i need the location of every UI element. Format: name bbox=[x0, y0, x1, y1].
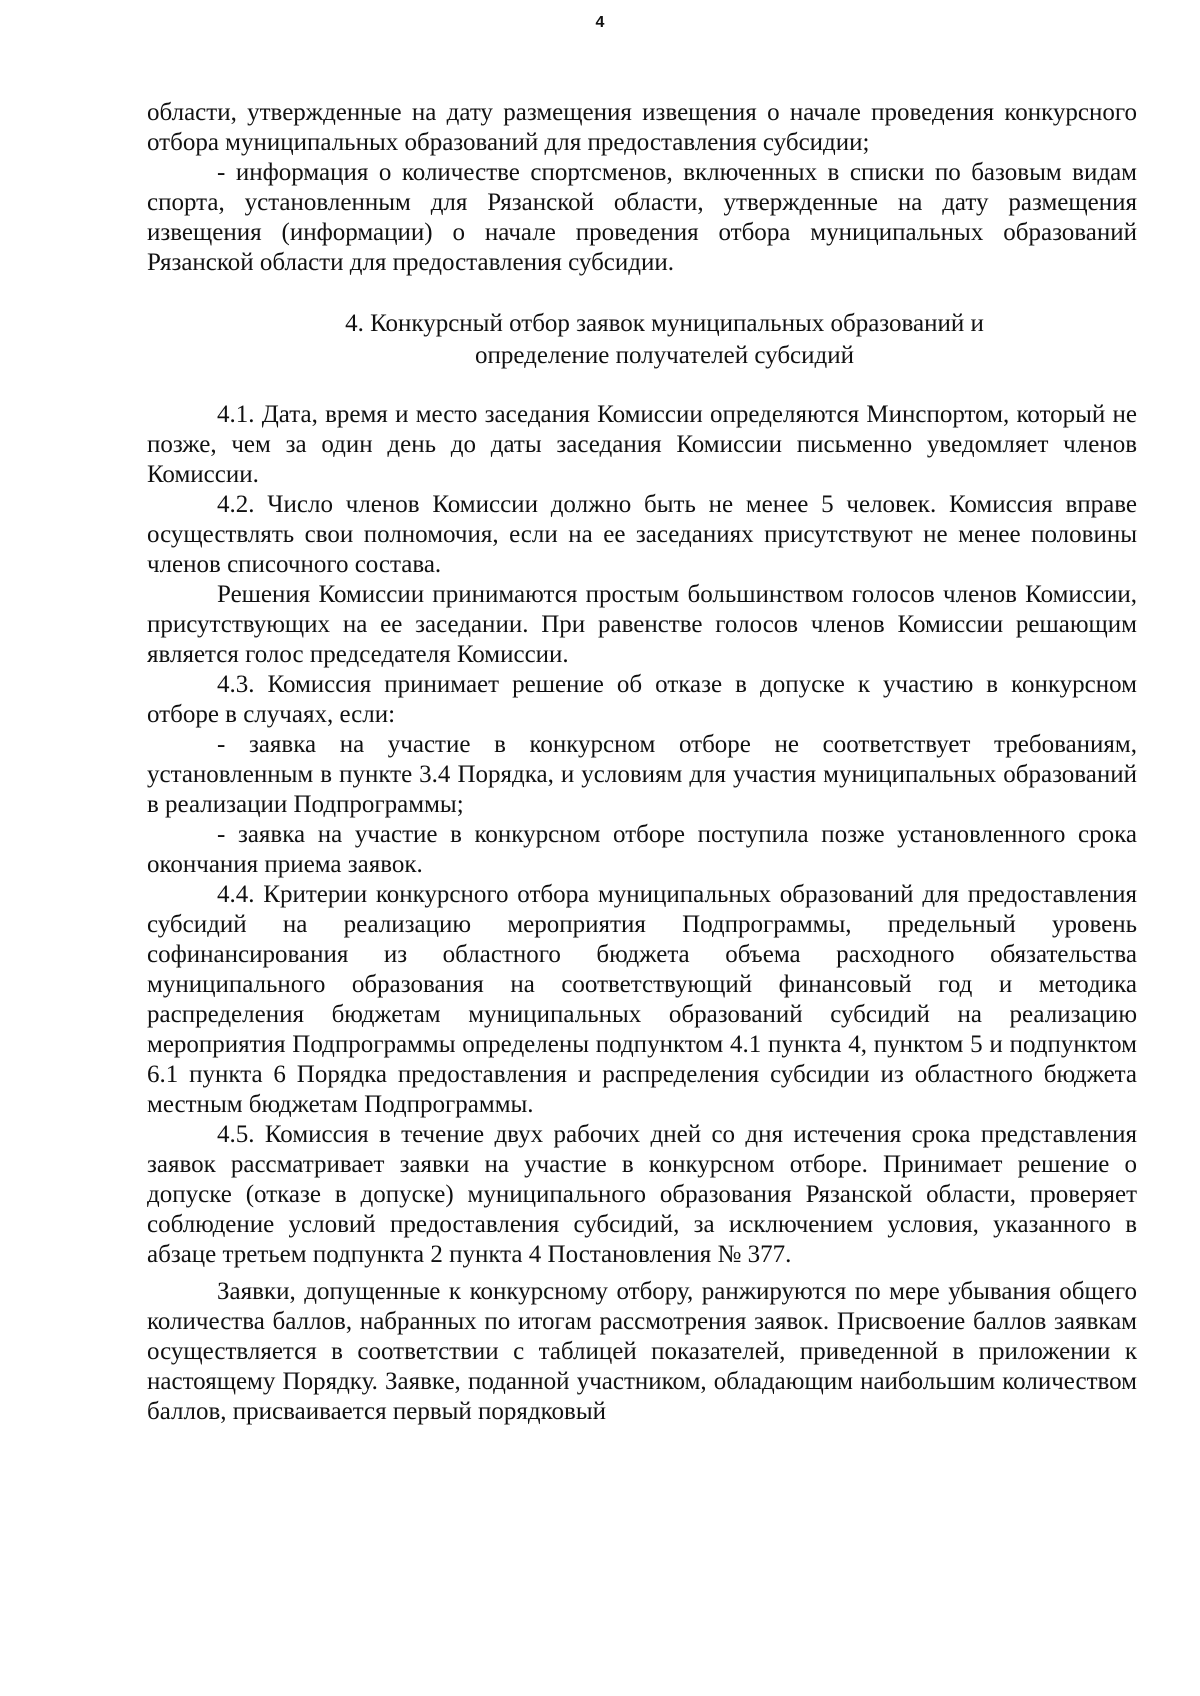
intro-paragraph-continuation: области, утвержденные на дату размещения извещения о начале проведения конкурсного отбора муниципальных образований для предоставления субсидии; bbox=[147, 99, 1137, 156]
paragraph-4-2: 4.2. Число членов Комиссии должно быть не менее 5 человек. Комиссия вправе осуществлять свои полномочия, если на ее заседаниях присутствуют не менее половины членов списочного состава. bbox=[147, 491, 1137, 578]
paragraph-ranking: Заявки, допущенные к конкурсному отбору, ранжируются по мере убывания общего количества баллов, набранных по итогам рассмотрения заявок. Присвоение баллов заявкам осуществляется в соответствии с таблицей показателей, приведенной в приложении к настоящему Порядку. Заявке, поданной участником, обладающим наибольшим количеством баллов, присваивается первый порядковый bbox=[147, 1278, 1137, 1425]
paragraph-4-3-item-1: - заявка на участие в конкурсном отборе не соответствует требованиям, установленным в пункте 3.4 Порядка, и условиям для участия муниципальных образований в реализации Подпрограммы; bbox=[147, 731, 1137, 818]
paragraph-decisions: Решения Комиссии принимаются простым большинством голосов членов Комиссии, присутствующих на ее заседании. При равенстве голосов членов Комиссии решающим является голос председателя Комиссии. bbox=[147, 581, 1137, 668]
document-body bbox=[147, 98, 1137, 1427]
section-4-heading-line-2: определение получателей субсидий bbox=[474, 342, 855, 369]
paragraph-4-5: 4.5. Комиссия в течение двух рабочих дней со дня истечения срока представления заявок рассматривает заявки на участие в конкурсном отборе. Принимает решение о допуске (отказе в допуске) муниципального образования Рязанской области, проверяет соблюдение условий предоставления субсидий, за исключением условия, указанного в абзаце третьем подпункта 2 пункта 4 Постановления № 377. bbox=[147, 1121, 1137, 1268]
paragraph-4-3-item-2: - заявка на участие в конкурсном отборе поступила позже установленного срока окончания приема заявок. bbox=[147, 821, 1137, 878]
paragraph-4-3: 4.3. Комиссия принимает решение об отказе в допуске к участию в конкурсном отборе в случаях, если: bbox=[147, 671, 1137, 728]
section-4-heading bbox=[147, 308, 1137, 372]
section-4-heading-line-1: 4. Конкурсный отбор заявок муниципальных образований и bbox=[345, 310, 984, 337]
paragraph-4-1: 4.1. Дата, время и место заседания Комиссии определяются Минспортом, который не позже, чем за один день до даты заседания Комиссии письменно уведомляет членов Комиссии. bbox=[147, 401, 1137, 488]
page-number: 4 bbox=[595, 14, 605, 31]
intro-paragraph-athletes-info: - информация о количестве спортсменов, включенных в списки по базовым видам спорта, установленным для Рязанской области, утвержденные на дату размещения извещения (информации) о начале проведения отбора муниципальных образований Рязанской области для предоставления субсидии. bbox=[147, 159, 1137, 276]
paragraph-4-4: 4.4. Критерии конкурсного отбора муниципальных образований для предоставления субсидий на реализацию мероприятия Подпрограммы, предельный уровень софинансирования из областного бюджета объема расходного обязательства муниципального образования на соответствующий финансовый год и методика распределения бюджетам муниципальных образований субсидий на реализацию мероприятия Подпрограммы определены подпунктом 4.1 пункта 4, пунктом 5 и подпунктом 6.1 пункта 6 Порядка предоставления и распределения субсидии из областного бюджета местным бюджетам Подпрограммы. bbox=[147, 881, 1137, 1118]
